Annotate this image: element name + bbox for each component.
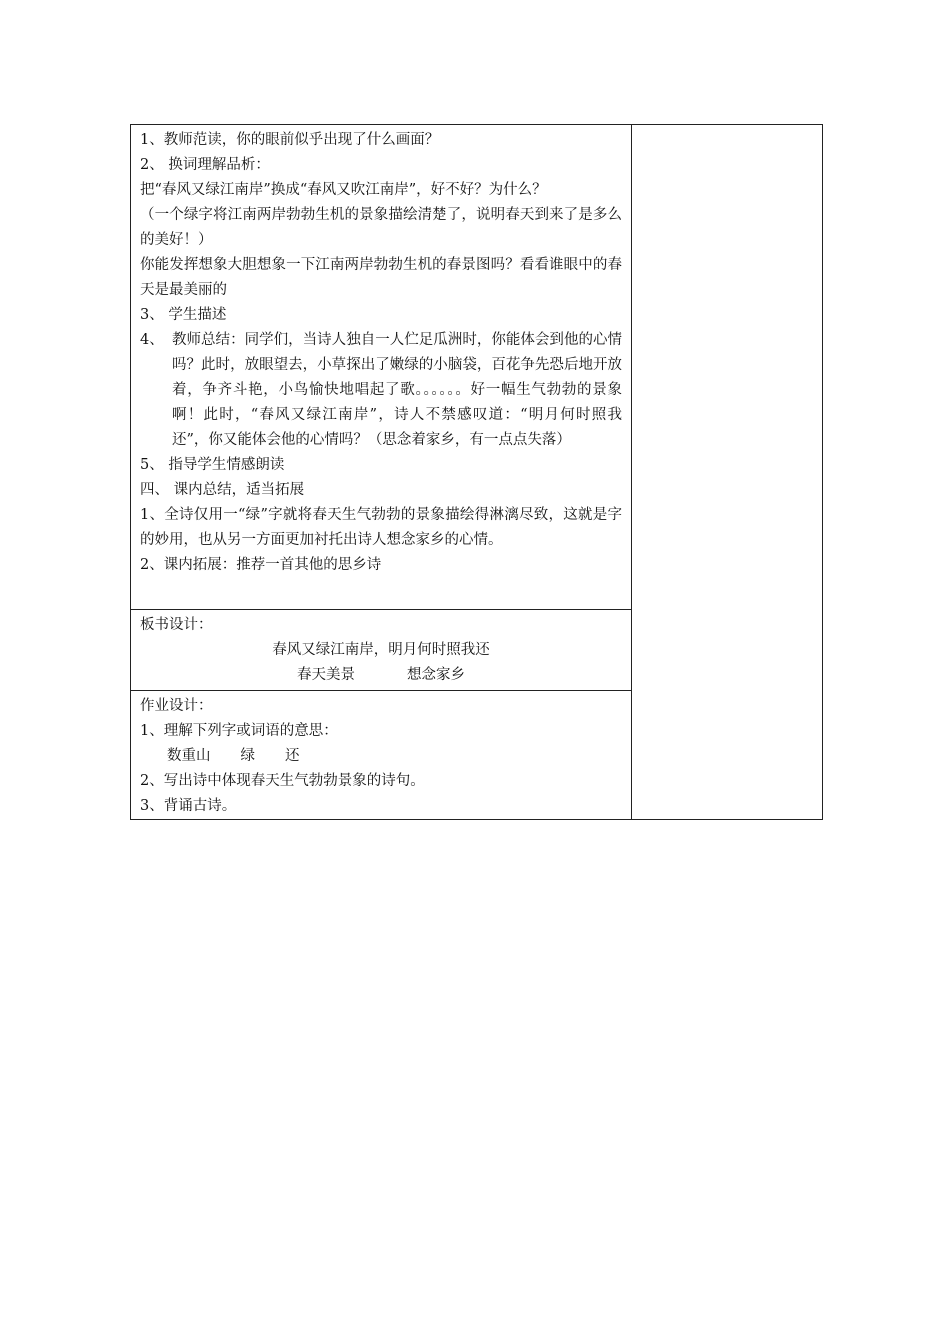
lesson-plan-table <box>130 124 823 820</box>
summary-point-2: 2、课内拓展：推荐一首其他的思乡诗 <box>140 557 382 573</box>
step-4-number: 4、 <box>140 332 164 348</box>
board-right-label: 想念家乡 <box>407 667 465 683</box>
homework-cell <box>131 691 632 820</box>
word-3: 还 <box>285 748 300 764</box>
word-2: 绿 <box>240 748 255 764</box>
teaching-process-cell <box>131 125 632 610</box>
board-line-2 <box>140 663 622 688</box>
imagination-prompt: 你能发挥想象大胆想象一下江南两岸勃勃生机的春景图吗？看看谁眼中的春天是最美丽的 <box>140 257 622 298</box>
board-left-label: 春天美景 <box>297 667 355 683</box>
homework-heading: 作业设计： <box>140 698 213 714</box>
homework-item-3: 3、背诵古诗。 <box>140 798 237 814</box>
section-four-heading: 四、 课内总结，适当拓展 <box>140 482 305 498</box>
homework-item-1: 1、理解下列字或词语的意思： <box>140 723 338 739</box>
word-swap-answer: （一个绿字将江南两岸勃勃生机的景象描绘清楚了，说明春天到来了是多么的美好！） <box>140 207 622 248</box>
word-1: 数重山 <box>167 748 211 764</box>
step-3: 3、 学生描述 <box>140 307 227 323</box>
board-line-1: 春风又绿江南岸，明月何时照我还 <box>272 642 490 658</box>
step-4 <box>140 328 622 453</box>
board-heading: 板书设计： <box>140 617 213 633</box>
step-5: 5、 指导学生情感朗读 <box>140 457 285 473</box>
word-swap-question: 把“春风又绿江南岸”换成“春风又吹江南岸”，好不好？为什么？ <box>140 182 547 198</box>
lesson-row <box>131 125 823 610</box>
board-design-cell <box>131 610 632 691</box>
teacher-summary: 教师总结：同学们，当诗人独自一人伫足瓜洲时，你能体会到他的心情吗？此时，放眼望去，小草探出了嫩绿的小脑袋，百花争先恐后地开放着，争齐斗艳，小鸟愉快地唱起了歌。。。。。。好一幅生气勃勃的景象啊！此时，“春风又绿江南岸”，诗人不禁感叹道：“明月何时照我还”，你又能体会他的心情吗？（思念着家乡，有一点点失落） <box>172 332 622 448</box>
notes-column <box>632 125 823 820</box>
homework-item-2: 2、写出诗中体现春天生气勃勃景象的诗句。 <box>140 773 425 789</box>
homework-words <box>140 744 622 769</box>
step-2: 2、 换词理解品析： <box>140 157 270 173</box>
summary-point-1: 1、全诗仅用一“绿”字就将春天生气勃勃的景象描绘得淋漓尽致，这就是字的妙用，也从另一方面更加衬托出诗人想念家乡的心情。 <box>140 507 622 548</box>
step-1: 1、教师范读，你的眼前似乎出现了什么画面？ <box>140 132 440 148</box>
